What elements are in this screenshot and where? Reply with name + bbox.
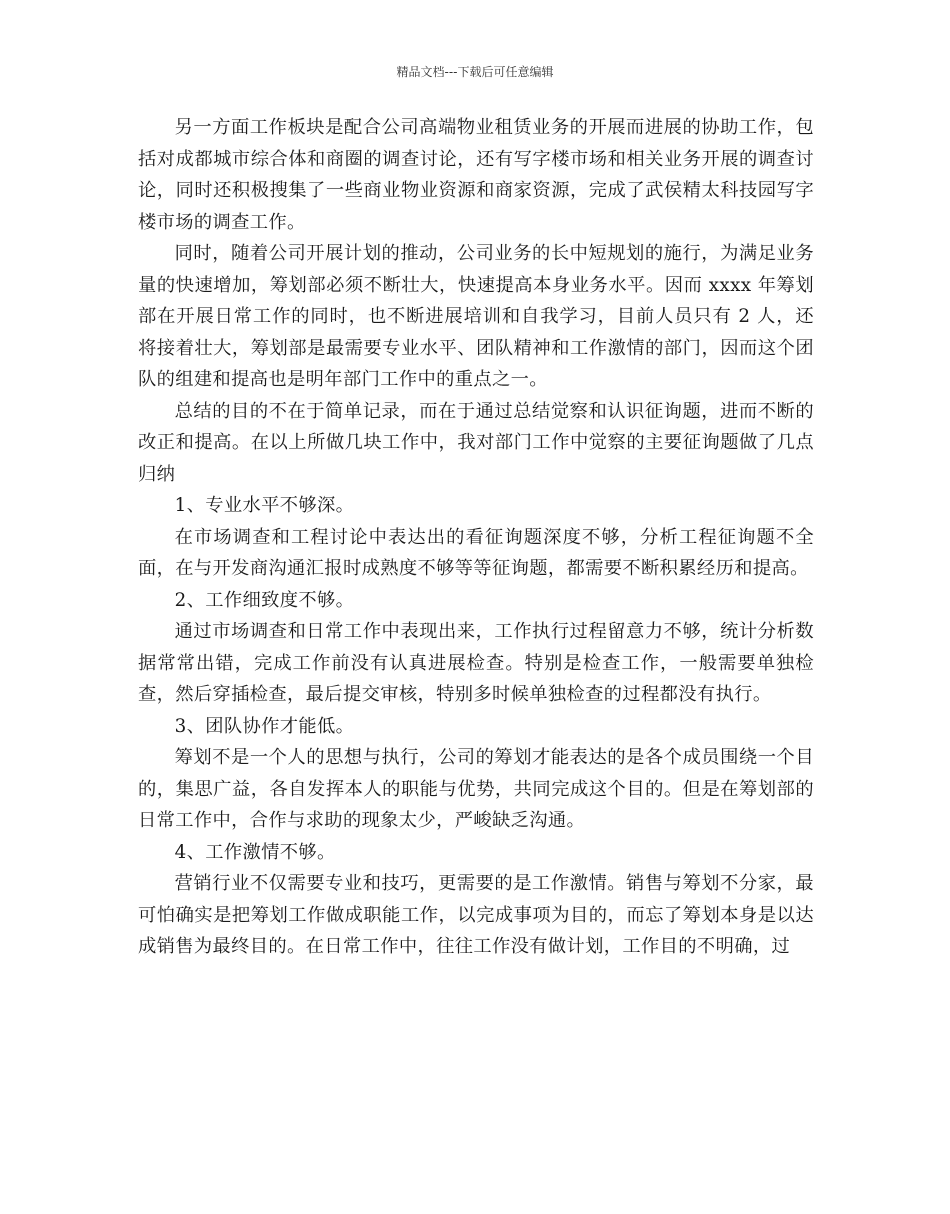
paragraph-office-leasing: 另一方面工作板块是配合公司高端物业租赁业务的开展而进展的协助工作，包括对成都城市综合体和商圈的调查讨论，还有写字楼市场和相关业务开展的调查讨论，同时还积极搜集了一些商业物业资源和商家资源，完成了武侯精太科技园写字楼市场的调查工作。 xyxy=(138,117,814,233)
paragraph-issue-1: 在市场调查和工程讨论中表达出的看征询题深度不够，分析工程征询题不全面，在与开发商沟通汇报时成熟度不够等等征询题，都需要不断积累经历和提高。 xyxy=(138,526,814,579)
page-header: 精品文档---下载后可任意编辑 xyxy=(396,65,554,79)
heading-issue-4: 4、工作激情不够。 xyxy=(174,841,336,863)
paragraph-issue-4: 营销行业不仅需要专业和技巧，更需要的是工作激情。销售与筹划不分家，最可怕确实是把筹划工作做成职能工作，以完成事项为目的，而忘了筹划本身是以达成销售为最终目的。在日常工作中，往往工作没有做计划，工作目的不明确，过 xyxy=(138,873,814,957)
heading-issue-3: 3、团队协作才能低。 xyxy=(174,715,355,737)
paragraph-summary-intro: 总结的目的不在于简单记录，而在于通过总结觉察和认识征询题，进而不断的改正和提高。在以上所做几块工作中，我对部门工作中觉察的主要征询题做了几点归纳 xyxy=(138,400,814,485)
paragraph-issue-3: 筹划不是一个人的思想与执行，公司的筹划才能表达的是各个成员围绕一个目的，集思广益，各自发挥本人的职能与优势，共同完成这个目的。但是在筹划部的日常工作中，合作与求助的现象太少，严峻缺乏沟通。 xyxy=(138,747,814,831)
paragraph-issue-2: 通过市场调查和日常工作中表现出来，工作执行过程留意力不够，统计分析数据常常出错，完成工作前没有认真进展检查。特别是检查工作，一般需要单独检查，然后穿插检查，最后提交审核，特别多时候单独检查的过程都没有执行。 xyxy=(138,621,814,705)
document-body xyxy=(138,112,814,963)
heading-issue-1: 1、专业水平不够深。 xyxy=(174,495,355,516)
paragraph-team-growth: 同时，随着公司开展计划的推动，公司业务的长中短规划的施行，为满足业务量的快速增加，筹划部必须不断壮大，快速提高本身业务水平。因而 xxxx 年筹划部在开展日常工作的同时，也不断进展培训和自我学习，目前人员只有 2 人，还将接着壮大，筹划部是最需要专业水平、团队精神和工作激情的部门，因而这个团队的组建和提高也是明年部门工作中的重点之一。 xyxy=(138,243,814,390)
heading-issue-2: 2、工作细致度不够。 xyxy=(174,589,355,611)
